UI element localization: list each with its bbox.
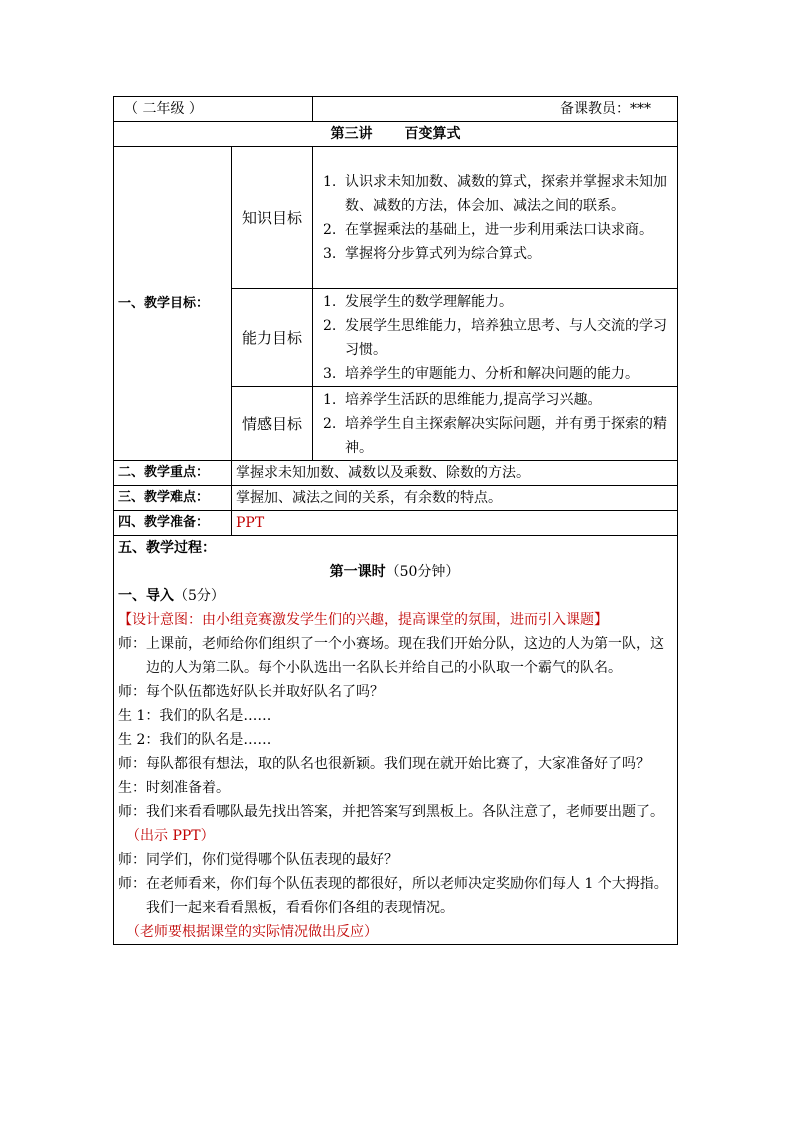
session-minutes: （50分钟）: [385, 564, 460, 580]
difficulties-text: 掌握加、减法之间的关系，有余数的特点。: [232, 486, 678, 511]
process-row: [114, 536, 678, 945]
list-item: 1. 认识求未知加数、减数的算式，探索并掌握求未知加数、减数的方法，体会加、减法之间的联系。: [323, 173, 667, 214]
lecture-number: 第三讲: [330, 126, 373, 142]
lesson-plan-page: [113, 96, 677, 945]
header-row: [114, 97, 678, 122]
dialogue-line: 师：同学们，你们觉得哪个队伍表现的最好？: [118, 852, 398, 868]
lecture-name: 百变算式: [404, 126, 461, 142]
difficulties-row: [114, 486, 678, 511]
grade-label: （ 二年级 ）: [114, 97, 313, 122]
lesson-plan-table: [113, 96, 678, 945]
knowledge-goal-list: [317, 170, 673, 266]
list-item: 3. 掌握将分步算式列为综合算式。: [323, 245, 541, 262]
list-item: 1. 培养学生活跃的思维能力,提高学习兴趣。: [323, 391, 602, 408]
objective-row-knowledge: [114, 147, 678, 289]
dialogue-line: 师：每队都很有想法，取的队名也很新颖。我们现在就开始比赛了，大家准备好了吗？: [118, 756, 650, 772]
emotion-goal-label: 情感目标: [232, 387, 313, 461]
ability-goal-list: [317, 290, 673, 386]
design-intent: 【设计意图：由小组竞赛激发学生们的兴趣，提高课堂的氛围，进而引入课题】: [118, 612, 608, 628]
list-item: 2. 发展学生思维能力，培养独立思考、与人交流的学习习惯。: [323, 317, 667, 358]
key-points-label: 二、教学重点：: [114, 461, 232, 486]
session-heading: [118, 560, 671, 584]
difficulties-label: 三、教学难点：: [114, 486, 232, 511]
ability-goal-label: 能力目标: [232, 289, 313, 387]
key-points-text: 掌握求未知加数、减数以及乘数、除数的方法。: [232, 461, 678, 486]
dialogue-line: 生：时刻准备着。: [118, 780, 230, 796]
list-item: 1. 发展学生的数学理解能力。: [323, 293, 513, 310]
preparation-row: [114, 511, 678, 536]
lesson-title: [114, 122, 678, 147]
process-cell: [114, 536, 678, 945]
knowledge-goal-cell: [313, 147, 678, 289]
list-item: 3. 培养学生的审题能力、分析和解决问题的能力。: [323, 365, 639, 382]
key-points-row: [114, 461, 678, 486]
title-row: [114, 122, 678, 147]
dialogue-line: 生 2：我们的队名是……: [118, 732, 272, 748]
show-ppt-note: （出示 PPT）: [126, 828, 215, 844]
section-title: 一、导入: [118, 588, 174, 604]
dialogue-line: 师：我们来看看哪队最先找出答案，并把答案写到黑板上。各队注意了，老师要出题了。: [118, 804, 664, 820]
knowledge-goal-label: 知识目标: [232, 147, 313, 289]
emotion-goal-cell: [313, 387, 678, 461]
dialogue-line: 师：每个队伍都选好队长并取好队名了吗？: [118, 684, 384, 700]
ability-goal-cell: [313, 289, 678, 387]
teacher-note: （老师要根据课堂的实际情况做出反应）: [126, 924, 378, 940]
session-title: 第一课时: [329, 564, 386, 580]
teacher-label: 备课教员：***: [313, 97, 678, 122]
section-minutes: （5分）: [174, 588, 225, 604]
dialogue-line: 生 1：我们的队名是……: [118, 708, 272, 724]
preparation-label: 四、教学准备：: [114, 511, 232, 536]
dialogue-line: 师：在老师看来，你们每个队伍表现的都很好，所以老师决定奖励你们每人 1 个大拇指。我们一起来看看黑板，看看你们各组的表现情况。: [118, 876, 668, 916]
emotion-goal-list: [317, 388, 673, 460]
list-item: 2. 培养学生自主探索解决实际问题，并有勇于探索的精神。: [323, 415, 667, 456]
section-heading: [118, 584, 671, 608]
dialogue-line: 师：上课前，老师给你们组织了一个小赛场。现在我们开始分队，这边的人为第一队，这边的人为第二队。每个小队选出一名队长并给自己的小队取一个霸气的队名。: [118, 636, 664, 676]
list-item: 2. 在掌握乘法的基础上，进一步利用乘法口诀求商。: [323, 221, 653, 238]
process-label: 五、教学过程：: [118, 540, 216, 556]
preparation-text: PPT: [232, 511, 678, 536]
objectives-label: 一、教学目标：: [114, 147, 232, 461]
